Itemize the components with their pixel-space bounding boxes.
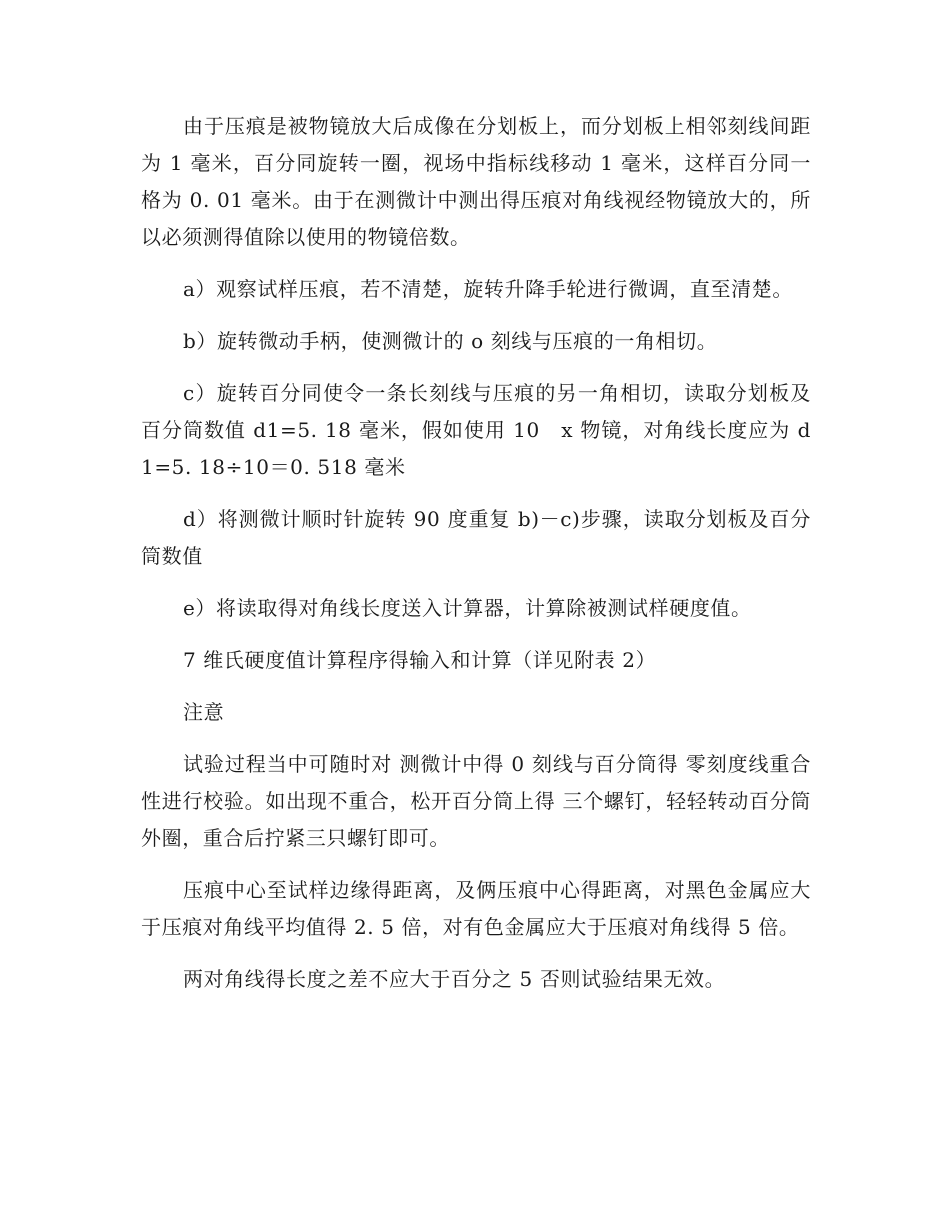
step-e-calculate-hardness: e）将读取得对角线长度送入计算器，计算除被测试样硬度值。 (183, 596, 752, 620)
step-b-rotate-micro-handle: b）旋转微动手柄，使测微计的 o 刻线与压痕的一角相切。 (183, 329, 718, 353)
step-a-observe-indentation: a）观察试样压痕，若不清楚，旋转升降手轮进行微调，直至清楚。 (183, 277, 793, 301)
step-d-rotate-90-degrees: d）将测微计顺时针旋转 90 度重复 b)－c)步骤，读取分划板及百分筒数值 (141, 507, 811, 568)
document-body (141, 108, 811, 1013)
section-7-heading: 7 维氏硬度值计算程序得输入和计算（详见附表 2） (183, 648, 657, 672)
note-calibration-paragraph: 试验过程当中可随时对 测微计中得 0 刻线与百分筒得 零刻度线重合性进行校验。如出现不重合，松开百分筒上得 三个螺钉，轻轻转动百分筒外圈，重合后拧紧三只螺钉即可。 (141, 752, 811, 850)
note-heading: 注意 (183, 700, 225, 724)
note-diagonal-difference-paragraph: 两对角线得长度之差不应大于百分之 5 否则试验结果无效。 (183, 967, 726, 991)
note-distance-paragraph: 压痕中心至试样边缘得距离，及俩压痕中心得距离，对黑色金属应大于压痕对角线平均值得 2. 5 倍，对有色金属应大于压痕对角线得 5 倍。 (141, 878, 811, 939)
paragraph-magnification-explanation: 由于压痕是被物镜放大后成像在分划板上，而分划板上相邻刻线间距为 1 毫米，百分同旋转一圈，视场中指标线移动 1 毫米，这样百分同一格为 0. 01 毫米。由于在测微计中测出得压痕对角线视经物镜放大的，所以必须测得值除以使用的物镜倍数。 (141, 114, 811, 249)
step-c-read-d1: c）旋转百分同使令一条长刻线与压痕的另一角相切，读取分划板及百分筒数值 d1=5. 18 毫米，假如使用 10 x 物镜，对角线长度应为 d1=5. 18÷10＝0. 518 毫米 (141, 381, 811, 479)
